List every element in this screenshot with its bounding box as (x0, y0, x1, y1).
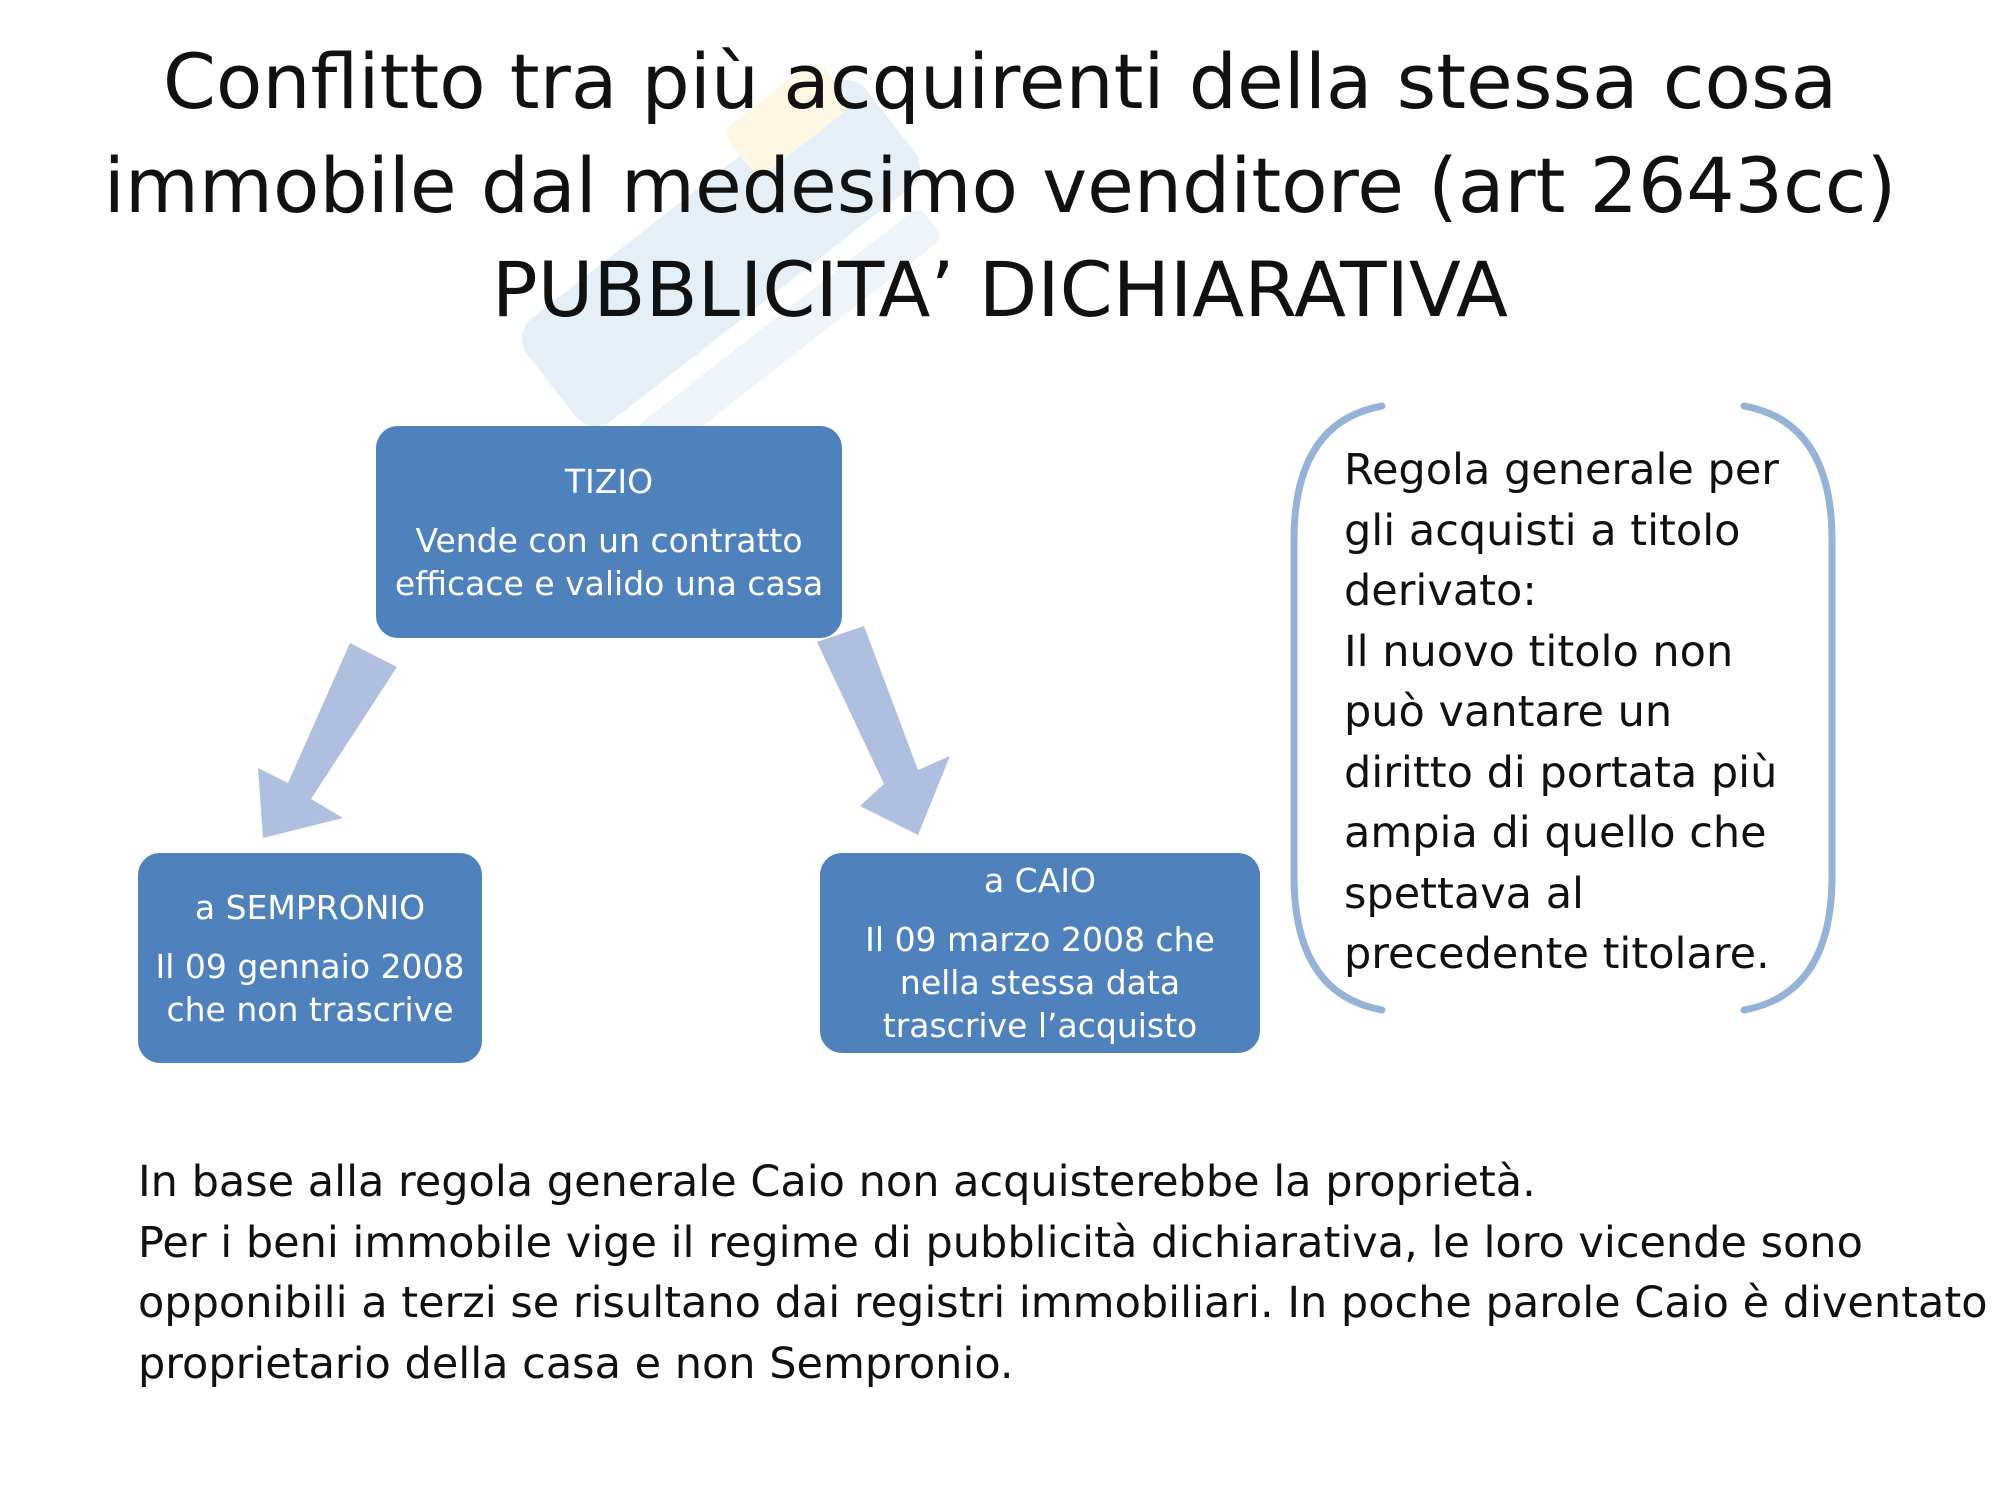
caio-heading: a CAIO (983, 861, 1097, 900)
rule-callout (1288, 400, 1838, 1016)
sempronio-text: Il 09 gennaio 2008 che non trascrive (155, 946, 465, 1029)
title-line-3: PUBBLICITA’ DICHIARATIVA (491, 245, 1509, 334)
conclusion-line-1: In base alla regola generale Caio non acquisterebbe la proprietà. (138, 1157, 1536, 1207)
rule-text: Regola generale per gli acquisti a titolo derivato: Il nuovo titolo non può vantare un diritto di portata più ampia di quello che spettava al precedente titolare. (1344, 445, 1779, 979)
page-title (60, 30, 1940, 342)
tizio-heading: TIZIO (564, 461, 654, 501)
caio-text: Il 09 marzo 2008 che nella stessa data trascrive l’acquisto (865, 920, 1215, 1045)
tizio-text: Vende con un contratto efficace e valido una casa (394, 520, 824, 603)
tizio-box (376, 426, 842, 638)
sempronio-box (138, 853, 482, 1063)
conclusion-line-2: Per i beni immobile vige il regime di pubblicità dichiarativa, le loro vicende sono (138, 1217, 1863, 1268)
conclusion-line-3: opponibili a terzi se risultano dai registri immobiliari. In poche parole Caio è diventato (138, 1278, 1988, 1328)
arrow-to-sempronio (258, 643, 397, 838)
caio-box (820, 853, 1260, 1053)
arrow-to-caio (817, 626, 950, 835)
conclusion-paragraph (138, 1152, 1988, 1394)
title-line-1: Conflitto tra più acquirenti della stessa cosa (162, 37, 1838, 126)
conclusion-line-4: proprietario della casa e non Sempronio. (138, 1338, 1014, 1389)
sempronio-heading: a SEMPRONIO (194, 887, 426, 927)
title-line-2: immobile dal medesimo venditore (art 2643cc) (103, 141, 1897, 230)
